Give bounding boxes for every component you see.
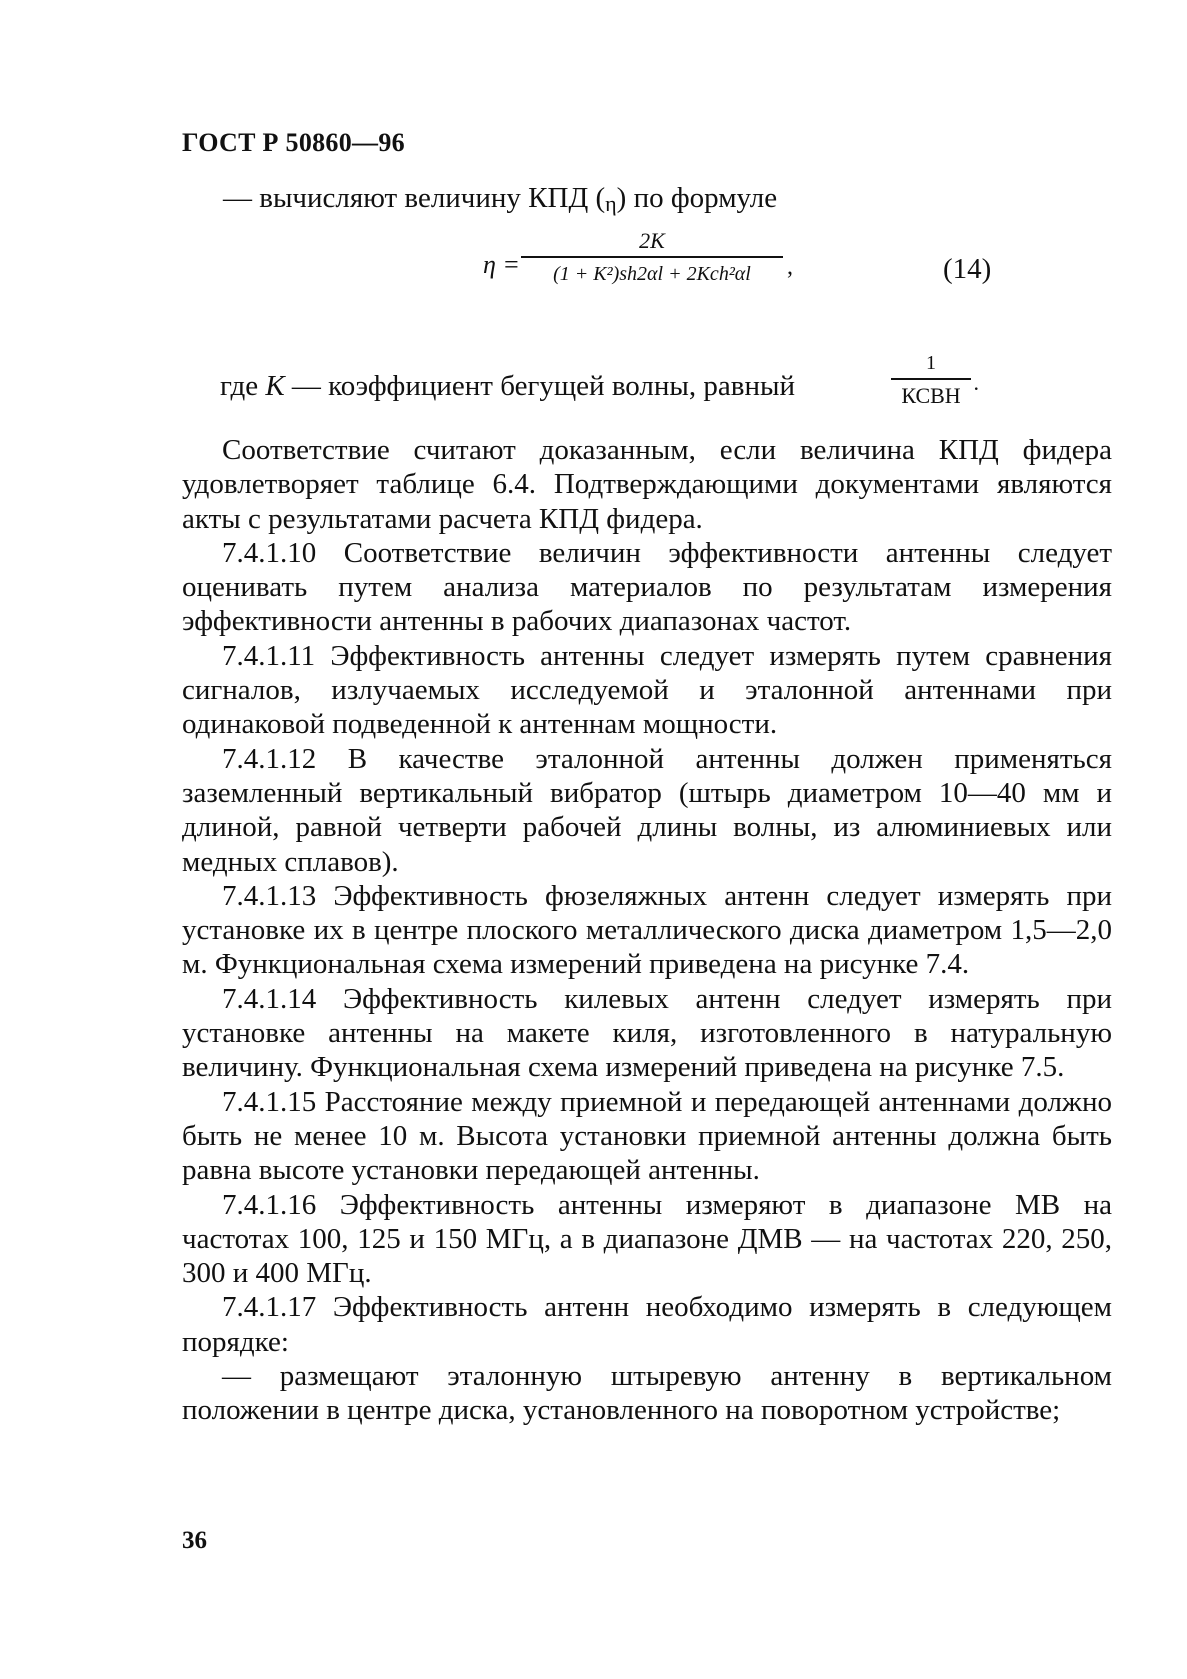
paragraph: — размещают эталонную штыревую антенну в вертикальном положении в центре диска, установленного на поворотном устройстве; bbox=[182, 1360, 1112, 1427]
where-variable: K bbox=[265, 370, 285, 402]
equation-number: (14) bbox=[943, 253, 992, 285]
where-text: — коэффициент бегущей волны, равный bbox=[284, 370, 795, 402]
eta-symbol: η bbox=[605, 191, 617, 216]
formula-denominator: (1 + K²)sh2αl + 2Kch²αl bbox=[553, 263, 751, 285]
formula-intro bbox=[223, 182, 777, 217]
paragraph: 7.4.1.14 Эффективность килевых антенн следует измерять при установке антенны на макете киля, изготовленного в натуральную величину. Функциональная схема измерений приведена на рисунке 7.5. bbox=[182, 982, 1112, 1084]
paragraph: Соответствие считают доказанным, если величина КПД фидера удовлетворяет таблице 6.4. Подтверждающими документами являются акты с результатами расчета КПД фидера. bbox=[182, 434, 1112, 535]
page-number: 36 bbox=[182, 1527, 207, 1554]
body-text bbox=[182, 433, 1112, 1428]
paragraph: 7.4.1.15 Расстояние между приемной и передающей антеннами должно быть не менее 10 м. Высота установки приемной антенны должна быть равна высоте установки передающей антенны. bbox=[182, 1085, 1112, 1187]
intro-after: ) по формуле bbox=[616, 182, 778, 214]
formula-numerator: 2K bbox=[639, 228, 665, 253]
k-fraction-dot: . bbox=[973, 370, 979, 395]
paragraph: 7.4.1.12 В качестве эталонной антенны должен применяться заземленный вертикальный вибратор (штырь диаметром 10—40 мм и длиной, равной четверти рабочей длины волны, из алюминиевых или медных сплавов). bbox=[182, 742, 1112, 878]
k-fraction-bar bbox=[891, 378, 971, 380]
formula-14 bbox=[483, 228, 823, 298]
paragraph: 7.4.1.11 Эффективность антенны следует измерять путем сравнения сигналов, излучаемых исследуемой и эталонной антеннами при одинаковой подведенной к антеннам мощности. bbox=[182, 639, 1112, 741]
k-fraction-denominator: КСВН bbox=[901, 383, 961, 408]
paragraph: 7.4.1.16 Эффективность антенны измеряют в диапазоне МВ на частотах 100, 125 и 150 МГц, а в диапазоне ДМВ — на частотах 220, 250, 300 и 400 МГц. bbox=[182, 1188, 1112, 1290]
k-fraction-numerator: 1 bbox=[926, 352, 936, 374]
intro-before: — вычисляют величину КПД ( bbox=[223, 182, 606, 214]
where-prefix: где bbox=[220, 370, 266, 402]
fraction-bar bbox=[521, 256, 783, 258]
k-fraction bbox=[891, 352, 979, 408]
paragraph: 7.4.1.17 Эффективность антенн необходимо измерять в следующем порядке: bbox=[182, 1291, 1112, 1358]
paragraph: 7.4.1.10 Соответствие величин эффективности антенны следует оценивать путем анализа материалов по результатам измерения эффективности антенны в рабочих диапазонах частот. bbox=[182, 536, 1112, 638]
document-header: ГОСТ Р 50860—96 bbox=[182, 128, 405, 157]
formula-comma: , bbox=[787, 254, 793, 280]
where-clause bbox=[220, 370, 795, 403]
paragraph: 7.4.1.13 Эффективность фюзеляжных антенн следует измерять при установке их в центре плоского металлического диска диаметром 1,5—2,0 м. Функциональная схема измерений приведена на рисунке 7.4. bbox=[182, 879, 1112, 981]
formula-lhs: η = bbox=[483, 250, 520, 279]
formula-fraction bbox=[521, 228, 783, 287]
